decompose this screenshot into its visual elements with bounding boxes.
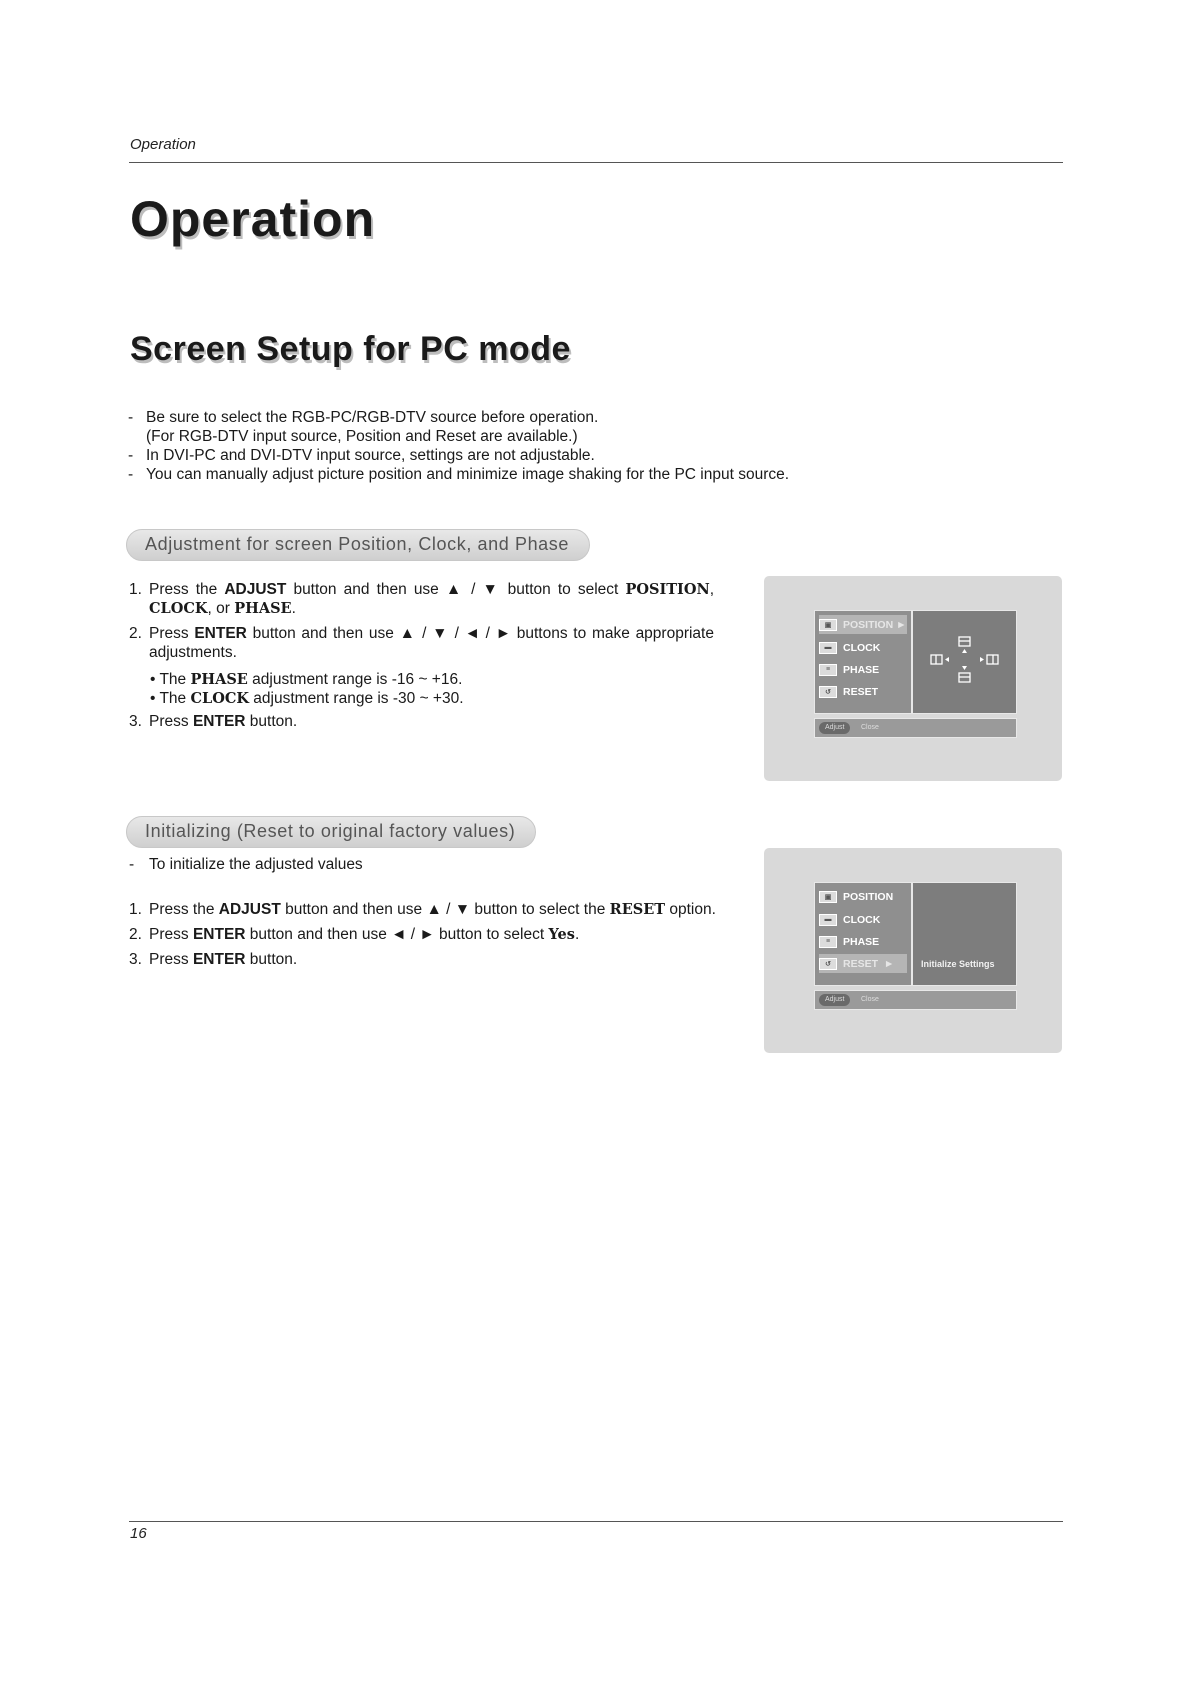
osd-adjust-pane <box>912 610 1017 714</box>
note-item: - Be sure to select the RGB-PC/RGB-DTV source before operation. (For RGB-DTV input source, Position and Reset are available.) <box>128 409 599 445</box>
bullet-item: • The PHASE adjustment range is -16 ~ +16. <box>150 671 463 688</box>
note-line: In DVI-PC and DVI-DTV input source, settings are not adjustable. <box>146 447 595 464</box>
position-icon: ▣ <box>819 891 837 903</box>
osd-menu-list <box>814 882 912 986</box>
osd-item-phase: ≡ PHASE <box>819 660 907 679</box>
clock-icon: ▬ <box>819 914 837 926</box>
osd-item-clock: ▬ CLOCK <box>819 910 907 929</box>
reset-icon: ↺ <box>819 958 837 970</box>
note-line: (For RGB-DTV input source, Position and Reset are available.) <box>146 428 578 445</box>
note-line: Be sure to select the RGB-PC/RGB-DTV source before operation. <box>146 409 599 426</box>
osd-help-bar: Adjust Close <box>814 990 1017 1010</box>
osd-item-reset: ↺ RESET <box>819 682 907 701</box>
note-item: - You can manually adjust picture position and minimize image shaking for the PC input source. <box>128 466 790 483</box>
range-notes <box>150 670 714 708</box>
osd-item-reset: ↺ RESET ► <box>819 954 907 973</box>
osd-screenshot-reset <box>764 848 1062 1053</box>
list-item: 3. Press ENTER button. <box>129 713 298 730</box>
list-item: 2. Press ENTER button and then use ◄ / ► button to select Yes. <box>129 926 580 943</box>
phase-icon: ≡ <box>819 936 837 948</box>
note-line: You can manually adjust picture position and minimize image shaking for the PC input source. <box>146 466 790 483</box>
osd-item-position: ▣ POSITION <box>819 887 907 906</box>
osd-help-bar: Adjust Close <box>814 718 1017 738</box>
osd-menu-list <box>814 610 912 714</box>
osd-item-phase: ≡ PHASE <box>819 932 907 951</box>
bullet-item: • The CLOCK adjustment range is -30 ~ +30. <box>150 690 464 707</box>
osd-item-clock: ▬ CLOCK <box>819 638 907 657</box>
footer-rule <box>129 1521 1063 1522</box>
running-header: Operation <box>130 136 196 153</box>
position-arrows-icon <box>913 611 1016 713</box>
position-icon: ▣ <box>819 619 837 631</box>
osd-item-position: ▣ POSITION ► <box>819 615 907 634</box>
list-item: 3. Press ENTER button. <box>129 951 298 968</box>
list-item: 1. Press the ADJUST button and then use ▲ / ▼ button to select the RESET option. <box>129 901 716 918</box>
osd-menu <box>814 882 1020 1012</box>
osd-reset-pane <box>912 882 1017 986</box>
intro-notes <box>128 408 1028 484</box>
header-rule <box>129 162 1063 163</box>
initialize-settings-label: Initialize Settings <box>921 959 995 969</box>
phase-icon: ≡ <box>819 664 837 676</box>
reset-note: - To initialize the adjusted values <box>129 856 363 873</box>
page-title: Operation <box>130 191 376 247</box>
reset-icon: ↺ <box>819 686 837 698</box>
adjust-heading: Adjustment for screen Position, Clock, and Phase <box>126 529 590 561</box>
adjust-steps <box>129 580 714 737</box>
reset-steps <box>129 855 729 975</box>
osd-menu <box>814 610 1020 740</box>
clock-icon: ▬ <box>819 642 837 654</box>
note-item: - In DVI-PC and DVI-DTV input source, settings are not adjustable. <box>128 447 595 464</box>
reset-heading: Initializing (Reset to original factory values) <box>126 816 536 848</box>
list-item: 2. Press ENTER button and then use ▲ / ▼ / ◄ / ► buttons to make appropriate adjustments. <box>129 625 714 661</box>
page-number: 16 <box>130 1525 147 1542</box>
osd-screenshot-position <box>764 576 1062 781</box>
section-title: Screen Setup for PC mode <box>130 330 571 368</box>
list-item: 1. Press the ADJUST button and then use ▲ / ▼ button to select POSITION, CLOCK, or PHASE. <box>129 581 715 617</box>
